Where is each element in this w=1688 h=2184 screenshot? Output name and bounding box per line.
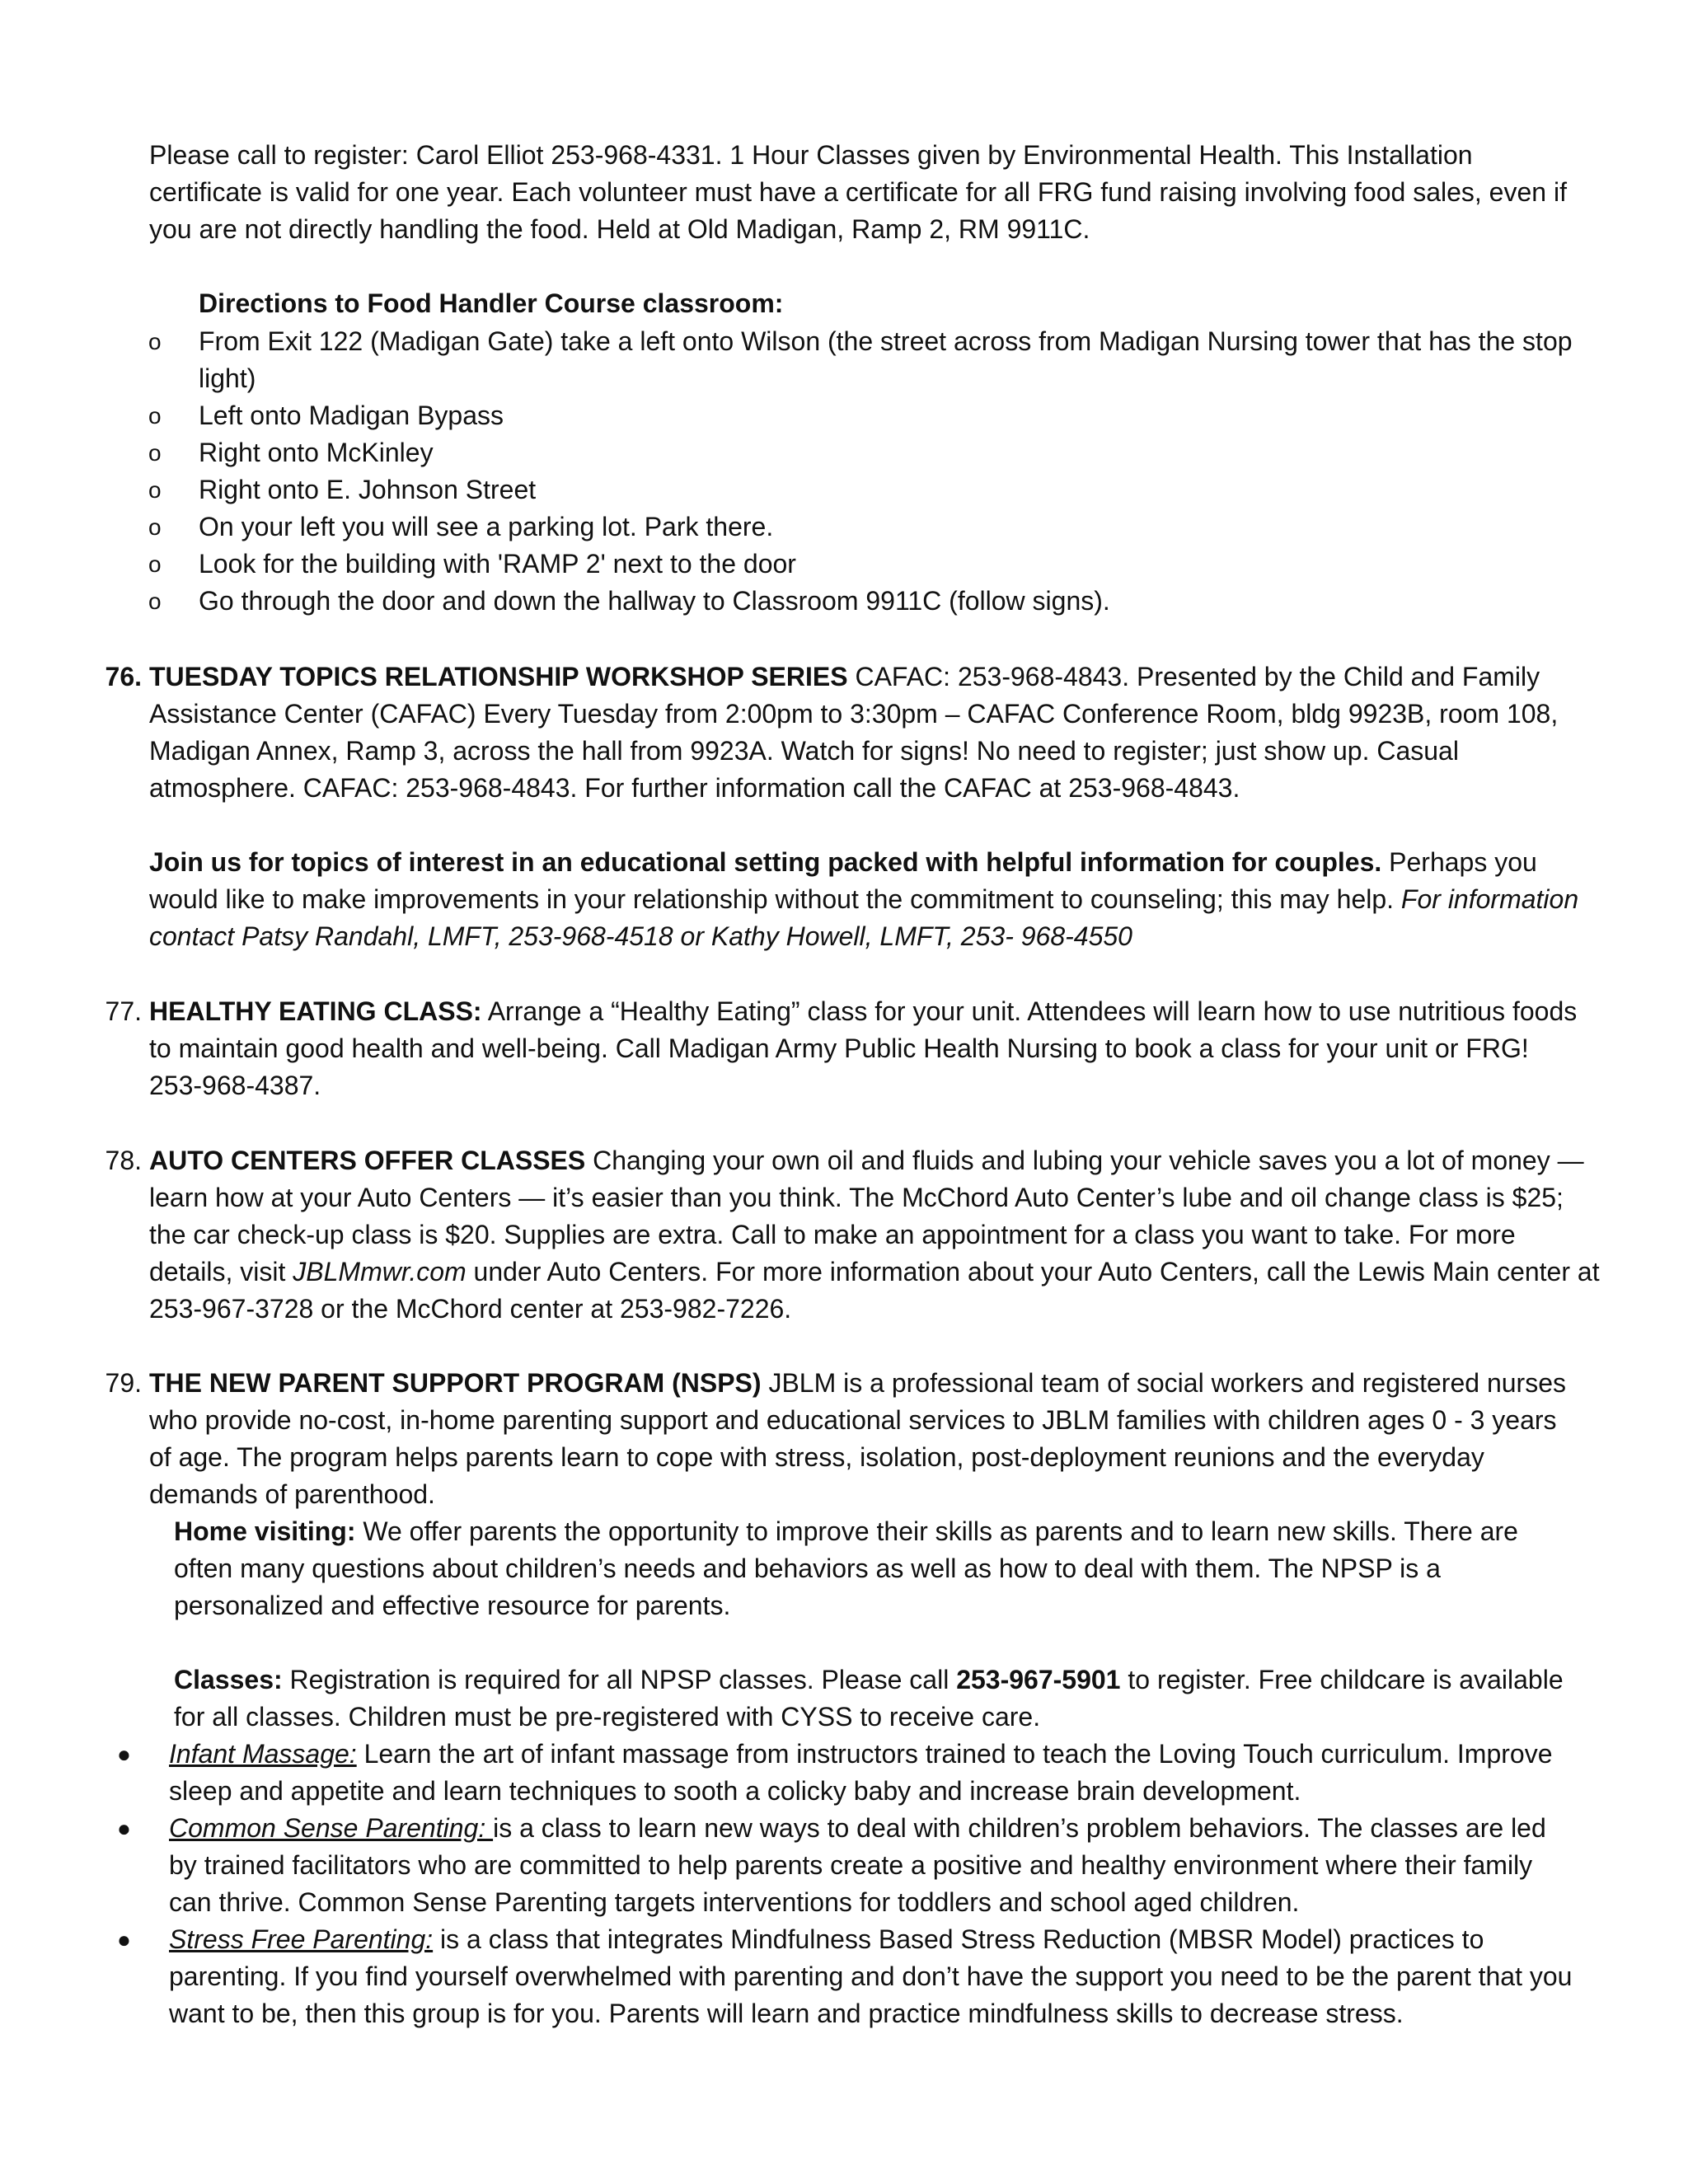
- intro-paragraph: Please call to register: Carol Elliot 253-968-4331. 1 Hour Classes given by Environmental Health. This Installation certificate is valid for one year. Each volunteer must have a certificate for all FRG fund raising involving food sales, even if you are not directly handling the food. Held at Old Madigan, Ramp 2, RM 9911C.: [149, 140, 1567, 244]
- list-item: [169, 1921, 1603, 2032]
- item-78-text-b: under Auto Centers. For more information about your Auto Centers, call the Lewis Main center at 253-967-3728 or the McChord center at 253-982-7226.: [149, 1257, 1600, 1324]
- list-item: Right onto McKinley: [199, 438, 434, 467]
- list-item: Go through the door and down the hallway to Classroom 9911C (follow signs).: [199, 586, 1110, 616]
- item-79-title: THE NEW PARENT SUPPORT PROGRAM (NSPS): [149, 1368, 762, 1398]
- class-description: is a class to learn new ways to deal with children’s problem behaviors. The classes are led by trained facilitators who are committed to help parents create a positive and healthy environment where their family can thrive. Common Sense Parenting targets interventions for toddlers and school aged children.: [169, 1813, 1546, 1917]
- item-78-title: AUTO CENTERS OFFER CLASSES: [149, 1146, 586, 1175]
- list-bullet: ●: [117, 1927, 131, 1952]
- item-76-join-text: Perhaps you would like to make improvements in your relationship without the commitment to counseling; this may help.: [149, 847, 1537, 914]
- item-76-join-bold: Join us for topics of interest in an educational setting packed with helpful information for couples.: [149, 847, 1382, 877]
- list-bullet: ●: [117, 1741, 131, 1767]
- item-79-classes: [174, 1661, 1575, 1736]
- class-name: Stress Free Parenting:: [169, 1924, 434, 1954]
- list-item: Right onto E. Johnson Street: [199, 475, 537, 504]
- classes-label: Classes:: [174, 1665, 283, 1694]
- list-bullet: o: [148, 514, 162, 540]
- home-visiting-label: Home visiting:: [174, 1516, 356, 1546]
- item-78-text-a: Changing your own oil and fluids and lubing your vehicle saves you a lot of money — learn how at your Auto Centers — it’s easier than you think. The McChord Auto Center’s lube and oil change class is $25; the car check-up class is $20. Supplies are extra. Call to make an appointment for a class you want to take. For more details, visit: [149, 1146, 1584, 1286]
- item-76-text: CAFAC: 253-968-4843. Presented by the Child and Family Assistance Center (CAFAC) Every Tuesday from 2:00pm to 3:30pm – CAFAC Conference Room, bldg 9923B, room 108, Madigan Annex, Ramp 3, across the hall from 9923A. Watch for signs! No need to register; just show up. Casual atmosphere. CAFAC: 253-968-4843. For further information call the CAFAC at 253-968-4843.: [149, 662, 1559, 803]
- list-bullet: o: [148, 477, 162, 503]
- list-bullet: o: [148, 329, 162, 354]
- list-item: [169, 1736, 1570, 1810]
- list-bullet: o: [148, 588, 162, 614]
- item-76-paragraph: [149, 658, 1583, 807]
- item-76-title: TUESDAY TOPICS RELATIONSHIP WORKSHOP SERIES: [149, 662, 848, 691]
- list-bullet: o: [148, 551, 162, 577]
- class-description: is a class that integrates Mindfulness Based Stress Reduction (MBSR Model) practices to parenting. If you find yourself overwhelmed with parenting and don’t have the support you need to be the parent that you want to be, then this group is for you. Parents will learn and practice mindfulness skills to decrease stress.: [169, 1924, 1573, 2028]
- item-76-contact: For information contact Patsy Randahl, LMFT, 253-968-4518 or Kathy Howell, LMFT, 253- 968-4550: [149, 884, 1579, 951]
- item-number: 79.: [105, 1368, 142, 1398]
- classes-phone: 253-967-5901: [956, 1665, 1121, 1694]
- item-79-paragraph: [149, 1365, 1583, 1513]
- list-item: [169, 1810, 1570, 1921]
- item-79-home-visiting: [174, 1513, 1575, 1624]
- class-description: Learn the art of infant massage from instructors trained to teach the Loving Touch curriculum. Improve sleep and appetite and learn techniques to sooth a colicky baby and increase brain development.: [169, 1739, 1553, 1806]
- item-79-text: JBLM is a professional team of social workers and registered nurses who provide no-cost, in-home parenting support and educational services to JBLM families with children ages 0 - 3 years of age. The program helps parents learn to cope with stress, isolation, post-deployment reunions and the everyday demands of parenthood.: [149, 1368, 1566, 1509]
- item-number: 76.: [105, 662, 142, 691]
- list-item: On your left you will see a parking lot. Park there.: [199, 512, 774, 541]
- list-bullet: ●: [117, 1816, 131, 1841]
- list-bullet: o: [148, 440, 162, 466]
- item-77-text: Arrange a “Healthy Eating” class for your unit. Attendees will learn how to use nutritious foods to maintain good health and well-being. Call Madigan Army Public Health Nursing to book a class for your unit or FRG! 253-968-4387.: [149, 996, 1578, 1100]
- list-item: From Exit 122 (Madigan Gate) take a left onto Wilson (the street across from Madigan Nursing tower that has the stop light): [199, 326, 1573, 393]
- item-77-paragraph: [149, 993, 1583, 1104]
- item-76-join-paragraph: [149, 844, 1583, 955]
- list-item: Look for the building with 'RAMP 2' next to the door: [199, 549, 796, 579]
- list-item: Left onto Madigan Bypass: [199, 401, 504, 430]
- classes-text-a: Registration is required for all NPSP classes. Please call: [282, 1665, 957, 1694]
- item-78-website: JBLMmwr.com: [293, 1257, 467, 1286]
- item-number: 77.: [105, 996, 142, 1026]
- classes-text-b: to register. Free childcare is available for all classes. Children must be pre-registered with CYSS to receive care.: [174, 1665, 1564, 1732]
- item-78-paragraph: [149, 1142, 1600, 1328]
- item-number: 78.: [105, 1146, 142, 1175]
- list-bullet: o: [148, 403, 162, 429]
- home-visiting-text: We offer parents the opportunity to improve their skills as parents and to learn new skills. There are often many questions about children’s needs and behaviors as well as how to deal with them. The NPSP is a personalized and effective resource for parents.: [174, 1516, 1518, 1620]
- directions-heading: Directions to Food Handler Course classroom:: [199, 288, 784, 318]
- item-77-title: HEALTHY EATING CLASS:: [149, 996, 482, 1026]
- class-name: Common Sense Parenting:: [169, 1813, 494, 1843]
- class-name: Infant Massage:: [169, 1739, 357, 1769]
